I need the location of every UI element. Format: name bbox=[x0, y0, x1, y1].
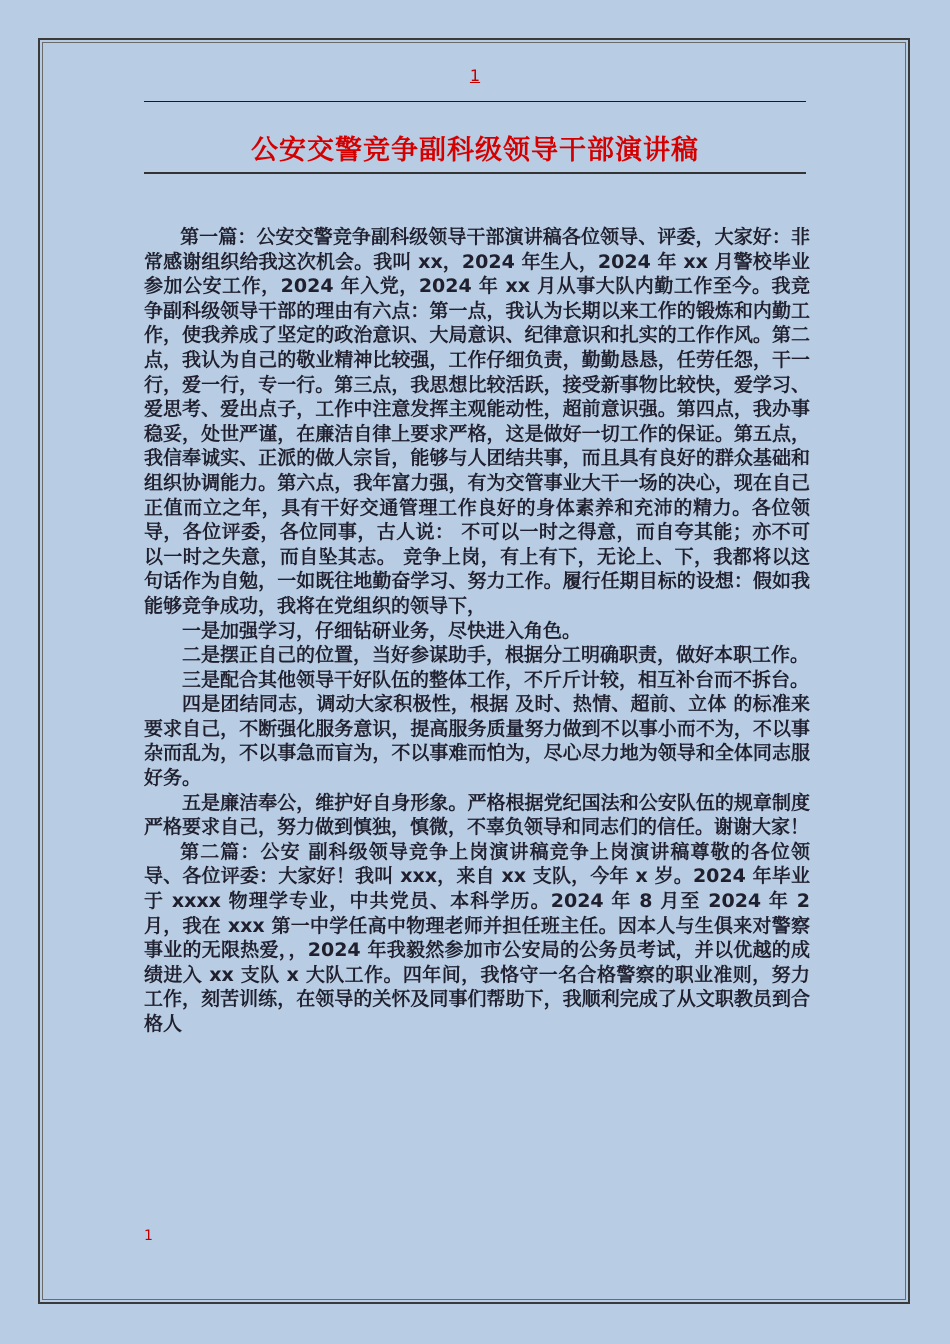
document-title: 公安交警竞争副科级领导干部演讲稿 bbox=[251, 135, 699, 166]
header-rule bbox=[144, 101, 806, 102]
footer-page-number: 1 bbox=[144, 1228, 153, 1244]
paragraph: 第二篇：公安 副科级领导竞争上岗演讲稿竞争上岗演讲稿尊敬的各位领导、各位评委：大家好！我叫 xxx，来自 xx 支队，今年 x 岁。2024 年毕业于 xxxx 物理学专业，中共党员、本科学历。2024 年 8 月至 2024 年 2 月，我在 xxx 第一中学任高中物理老师并担任班主任。因本人与生俱来对警察事业的无限热爱，，2024 年我毅然参加市公安局的公务员考试，并以优越的成绩进入 xx 支队 x 大队工作。四年间，我恪守一名合格警察的职业准则，努力工作，刻苦训练，在领导的关怀及同事们帮助下，我顺利完成了从文职教员到合格人 bbox=[144, 840, 810, 1035]
paragraph: 第一篇：公安交警竞争副科级领导干部演讲稿各位领导、评委，大家好：非常感谢组织给我这次机会。我叫 xx，2024 年生人，2024 年 xx 月警校毕业参加公安工作，2024 年入党，2024 年 xx 月从事大队内勤工作至今。我竞争副科级领导干部的理由有六点：第一点，我认为长期以来工作的锻炼和内勤工作，使我养成了坚定的政治意识、大局意识、纪律意识和扎实的工作作风。第二点，我认为自己的敬业精神比较强，工作仔细负责，勤勤恳恳，任劳任怨，干一行，爱一行，专一行。第三点，我思想比较活跃，接受新事物比较快，爱学习、爱思考、爱出点子，工作中注意发挥主观能动性，超前意识强。第四点，我办事稳妥，处世严谨，在廉洁自律上要求严格，这是做好一切工作的保证。第五点，我信奉诚实、正派的做人宗旨，能够与人团结共事，而且具有良好的群众基础和组织协调能力。第六点，我年富力强，有为交管事业大干一场的决心，现在自己正值而立之年，具有干好交通管理工作良好的身体素养和充沛的精力。各位领导，各位评委，各位同事，古人说： 不可以一时之得意，而自夸其能；亦不可以一时之失意，而自坠其志。 竞争上岗，有上有下，无论上、下，我都将以这句话作为自勉，一如既往地勤奋学习、努力工作。履行任期目标的设想：假如我能够竞争成功，我将在党组织的领导下， bbox=[144, 226, 810, 617]
paragraph: 一是加强学习，仔细钻研业务，尽快进入角色。 bbox=[182, 619, 582, 642]
paragraph: 三是配合其他领导干好队伍的整体工作，不斤斤计较，相互补台而不拆台。 bbox=[182, 668, 810, 691]
paragraph: 四是团结同志，调动大家积极性，根据 及时、热情、超前、立体 的标准来要求自己，不断强化服务意识，提高服务质量努力做到不以事小而不为，不以事杂而乱为，不以事急而盲为，不以事难而怕为，尽心尽力地为领导和全体同志服好务。 bbox=[144, 693, 810, 790]
paragraph: 五是廉洁奉公，维护好自身形象。严格根据党纪国法和公安队伍的规章制度严格要求自己，努力做到慎独，慎微，不辜负领导和同志们的信任。谢谢大家！ bbox=[144, 791, 810, 839]
paragraph: 二是摆正自己的位置，当好参谋助手，根据分工明确职责，做好本职工作。 bbox=[182, 644, 810, 667]
title-rule bbox=[144, 172, 806, 174]
document-body bbox=[144, 225, 810, 1037]
header-page-number: 1 bbox=[469, 66, 481, 85]
